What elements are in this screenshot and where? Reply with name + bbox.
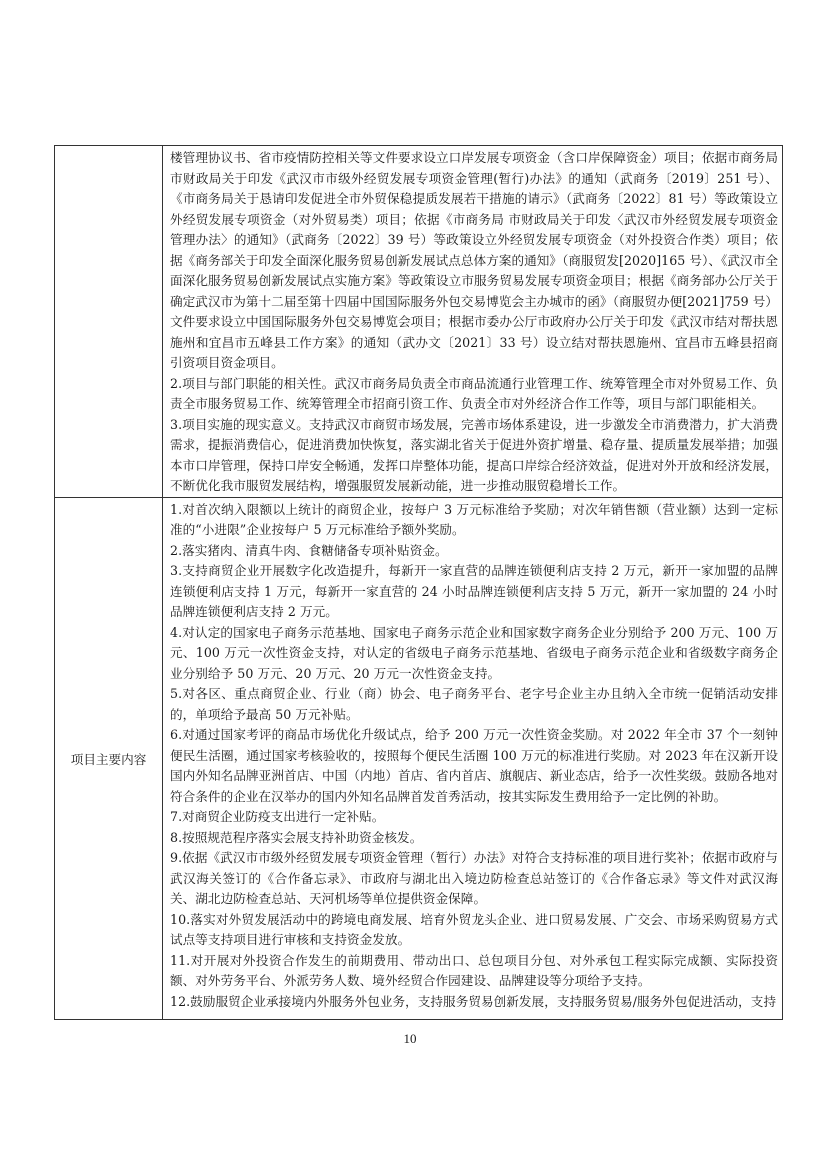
paragraph: 8.按照规范程序落实会展支持补助资金核发。 [170, 829, 423, 845]
row-content-cell [163, 497, 783, 1019]
paragraph: 6.对通过国家考评的商品市场优化升级试点，给予 200 万元一次性资金奖励。对 2022 年全市 37 个一刻钟便民生活圈，通过国家考核验收的，按照每个便民生活圈 100 万元的标准进行奖励。对 2023 年在汉新开设国内外知名品牌亚洲首店、中国（内地）首店、省内首店、旗舰店、新业态店，给予一次性奖级。鼓励各地对符合条件的企业在汉举办的国内外知名品牌首发首秀活动，按其实际发生费用给予一定比例的补助。 [170, 727, 778, 804]
paragraph: 3.支持商贸企业开展数字化改造提升，每新开一家直营的品牌连锁便利店支持 2 万元，新开一家加盟的品牌连锁便利店支持 1 万元，每新开一家直营的 24 小时品牌连锁便利店支持 5 万元，新开一家加盟的 24 小时品牌连锁便利店支持 2 万元。 [170, 563, 778, 619]
paragraph: 7.对商贸企业防疫支出进行一定补贴。 [170, 809, 385, 824]
row-label-cell [55, 497, 163, 1019]
paragraph: 10.落实对外贸发展活动中的跨境电商发展、培育外贸龙头企业、进口贸易发展、广交会、市场采购贸易方式试点等支持项目进行审核和支持资金发放。 [170, 911, 778, 947]
paragraph: 2.项目与部门职能的相关性。武汉市商务局负责全市商品流通行业管理工作、统筹管理全市对外贸易工作、负责全市服务贸易工作、统筹管理全市招商引资工作、负责全市对外经济合作工作等，项目与部门职能相关。 [170, 375, 778, 411]
paragraph: 5.对各区、重点商贸企业、行业（商）协会、电子商务平台、老字号企业主办且纳入全市统一促销活动安排的，单项给予最高 50 万元补贴。 [170, 686, 778, 722]
paragraph: 3.项目实施的现实意义。支持武汉市商贸市场发展，完善市场体系建设，进一步激发全市消费潜力，扩大消费需求，提振消费信心，促进消费加快恢复，落实湖北省关于促进外资扩增量、稳存量、提质量发展举措；加强本市口岸管理，保持口岸安全畅通，发挥口岸整体功能，提高口岸综合经济效益，促进对外开放和经济发展，不断优化我市服贸发展结构，增强服贸发展新动能，进一步推动服贸稳增长工作。 [170, 416, 778, 493]
page-number: 10 [403, 1031, 417, 1046]
paragraph: 2.落实猪肉、清真牛肉、食糖储备专项补贴资金。 [170, 542, 448, 558]
paragraph: 1.对首次纳入限额以上统计的商贸企业，按每户 3 万元标准给予奖励；对次年销售额（营业额）达到一定标准的“小进限”企业按每户 5 万元标准给予额外奖励。 [170, 501, 778, 537]
paragraph: 11.对开展对外投资合作发生的前期费用、带动出口、总包项目分包、对外承包工程实际完成额、实际投资额、对外劳务平台、外派劳务人数、境外经贸合作园建设、品牌建设等分项给予支持。 [170, 952, 778, 988]
row-label-cell [55, 146, 163, 498]
row-label: 项目主要内容 [70, 751, 147, 767]
paragraph: 12.鼓励服贸企业承接境内外服务外包业务，支持服务贸易创新发展，支持服务贸易/服务外包促进活动，支持 [170, 993, 777, 1009]
project-info-table [54, 145, 783, 1020]
paragraph: 9.依据《武汉市市级外经贸发展专项资金管理（暂行）办法》对符合支持标准的项目进行奖补；依据市政府与武汉海关签订的《合作备忘录》、市政府与湖北出入境边防检查总站签订的《合作备忘录》等文件对武汉海关、湖北边防检查总站、天河机场等单位提供资金保障。 [170, 850, 778, 906]
table-row [55, 497, 783, 1019]
row-content-cell [163, 146, 783, 498]
paragraph: 4.对认定的国家电子商务示范基地、国家电子商务示范企业和国家数字商务企业分别给予 200 万元、100 万元、100 万元一次性资金支持，对认定的省级电子商务示范基地、省级电子商务示范企业和省级数字商务企业分别给予 50 万元、20 万元、20 万元一次性资金支持。 [170, 624, 778, 681]
paragraph: 楼管理协议书、省市疫情防控相关等文件要求设立口岸发展专项资金（含口岸保障资金）项目；依据市商务局市财政局关于印发《武汉市市级外经贸发展专项资金管理(暂行)办法》的通知（武商务〔2019〕251 号）、《市商务局关于恳请印发促进全市外贸保稳提质发展若干措施的请示》（武商务〔2022〕81 号）等政策设立外经贸发展专项资金（对外贸易类）项目；依据《市商务局 市财政局关于印发〈武汉市外经贸发展专项资金管理办法〉的通知》（武商务〔2022〕39 号）等政策设立外经贸发展专项资金（对外投资合作类）项目；依据《商务部关于印发全面深化服务贸易创新发展试点总体方案的通知》（商服贸发[2020]165 号）、《武汉市全面深化服务贸易创新发展试点实施方案》等政策设立市服务贸易发展专项资金项目；根据《商务部办公厅关于确定武汉市为第十二届至第十四届中国国际服务外包交易博览会主办城市的函》（商服贸办便[2021]759 号）文件要求设立中国国际服务外包交易博览会项目；根据市委办公厅市政府办公厅关于印发《武汉市结对帮扶恩施州和宜昌市五峰县工作方案》的通知（武办文〔2021〕33 号）设立结对帮扶恩施州、宜昌市五峰县招商引资项目资金项目。 [170, 150, 778, 370]
table-row [55, 146, 783, 498]
